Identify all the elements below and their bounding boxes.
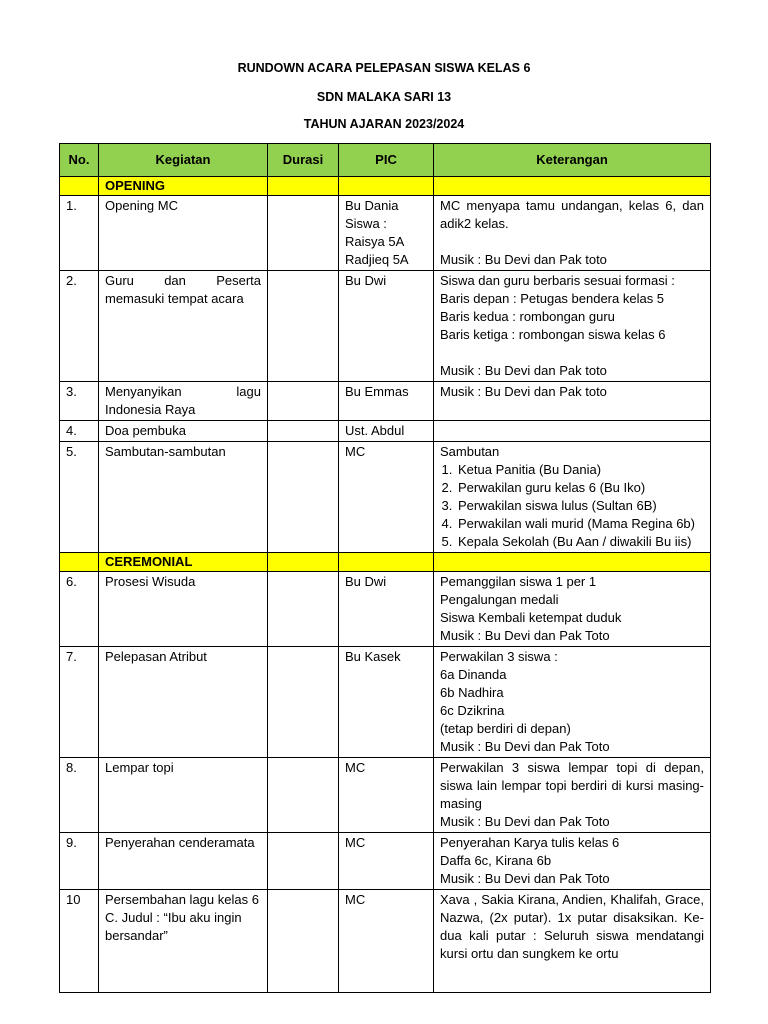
row-pic: MC xyxy=(339,442,434,553)
row-no: 2. xyxy=(60,271,99,382)
row-kegiatan: Doa pembuka xyxy=(99,421,268,442)
row-kegiatan: Pelepasan Atribut xyxy=(99,647,268,758)
table-row xyxy=(60,421,711,442)
row-keterangan: MC menyapa tamu undangan, kelas 6, dan adik2 kelas. Musik : Bu Devi dan Pak toto xyxy=(434,196,711,271)
list-item: 2. Perwakilan guru kelas 6 (Bu Iko) xyxy=(456,479,704,497)
row-keterangan: Penyerahan Karya tulis kelas 6 Daffa 6c, Kirana 6b Musik : Bu Devi dan Pak Toto xyxy=(434,833,711,890)
table-header-row xyxy=(60,144,711,177)
row-durasi xyxy=(268,647,339,758)
row-durasi xyxy=(268,442,339,553)
table-row xyxy=(60,196,711,271)
row-durasi xyxy=(268,196,339,271)
section-row-ceremonial xyxy=(60,553,711,572)
table-row xyxy=(60,833,711,890)
row-kegiatan: Menyanyikan lagu Indonesia Raya xyxy=(99,382,268,421)
document-title: RUNDOWN ACARA PELEPASAN SISWA KELAS 6 xyxy=(237,61,531,75)
row-keterangan: Musik : Bu Devi dan Pak toto xyxy=(434,382,711,421)
rundown-table xyxy=(59,143,711,993)
row-durasi xyxy=(268,833,339,890)
list-item: 5. Kepala Sekolah (Bu Aan / diwakili Bu iis) xyxy=(456,533,704,551)
row-keterangan: Xava , Sakia Kirana, Andien, Khalifah, Grace, Nazwa, (2x putar). 1x putar disaksikan. Ke-dua kali putar : Seluruh siswa mendatangi kursi ortu dan sungkem ke ortu xyxy=(434,890,711,993)
row-kegiatan: Penyerahan cenderamata xyxy=(99,833,268,890)
row-keterangan: Sambutan 1. Ketua Panitia (Bu Dania) 2. Perwakilan guru kelas 6 (Bu Iko) 3. Perwakilan siswa lulus (Sultan 6B) 4. Perwakilan wali murid (Mama Regina 6b) 5. Kepala Sekolah (Bu Aan / diwakili Bu iis) xyxy=(434,442,711,553)
row-no: 10 xyxy=(60,890,99,993)
table-row xyxy=(60,271,711,382)
row-no: 8. xyxy=(60,758,99,833)
row-keterangan xyxy=(434,421,711,442)
col-header-keterangan: Keterangan xyxy=(434,144,711,177)
list-item: 3. Perwakilan siswa lulus (Sultan 6B) xyxy=(456,497,704,515)
row-durasi xyxy=(268,271,339,382)
list-item: 1. Ketua Panitia (Bu Dania) xyxy=(456,461,704,479)
section-label: OPENING xyxy=(99,177,268,196)
col-header-durasi: Durasi xyxy=(268,144,339,177)
row-keterangan: Pemanggilan siswa 1 per 1 Pengalungan medali Siswa Kembali ketempat duduk Musik : Bu Devi dan Pak Toto xyxy=(434,572,711,647)
row-pic: Ust. Abdul xyxy=(339,421,434,442)
row-kegiatan: Lempar topi xyxy=(99,758,268,833)
sambutan-list xyxy=(440,461,704,551)
row-pic: MC xyxy=(339,758,434,833)
row-pic: Bu Dania Siswa : Raisya 5A Radjieq 5A xyxy=(339,196,434,271)
row-durasi xyxy=(268,758,339,833)
section-label: CEREMONIAL xyxy=(99,553,268,572)
row-pic: Bu Kasek xyxy=(339,647,434,758)
row-no: 7. xyxy=(60,647,99,758)
row-pic: MC xyxy=(339,890,434,993)
row-no: 1. xyxy=(60,196,99,271)
academic-year: TAHUN AJARAN 2023/2024 xyxy=(303,117,465,131)
col-header-no: No. xyxy=(60,144,99,177)
row-no: 5. xyxy=(60,442,99,553)
school-name: SDN MALAKA SARI 13 xyxy=(316,90,452,104)
row-durasi xyxy=(268,890,339,993)
row-kegiatan: Guru dan Peserta memasuki tempat acara xyxy=(99,271,268,382)
row-pic: MC xyxy=(339,833,434,890)
row-kegiatan: Prosesi Wisuda xyxy=(99,572,268,647)
table-row xyxy=(60,647,711,758)
table-row xyxy=(60,442,711,553)
row-no: 4. xyxy=(60,421,99,442)
row-durasi xyxy=(268,421,339,442)
row-keterangan: Siswa dan guru berbaris sesuai formasi : Baris depan : Petugas bendera kelas 5 Baris kedua : rombongan guru Baris ketiga : rombongan siswa kelas 6 Musik : Bu Devi dan Pak toto xyxy=(434,271,711,382)
row-keterangan: Perwakilan 3 siswa : 6a Dinanda 6b Nadhira 6c Dzikrina (tetap berdiri di depan) Musik : Bu Devi dan Pak Toto xyxy=(434,647,711,758)
row-pic: Bu Dwi xyxy=(339,572,434,647)
table-row xyxy=(60,572,711,647)
row-kegiatan: Sambutan-sambutan xyxy=(99,442,268,553)
row-no: 9. xyxy=(60,833,99,890)
table-row xyxy=(60,890,711,993)
row-no: 3. xyxy=(60,382,99,421)
row-no: 6. xyxy=(60,572,99,647)
col-header-pic: PIC xyxy=(339,144,434,177)
col-header-kegiatan: Kegiatan xyxy=(99,144,268,177)
table-row xyxy=(60,382,711,421)
list-item: 4. Perwakilan wali murid (Mama Regina 6b) xyxy=(456,515,704,533)
table-row xyxy=(60,758,711,833)
row-durasi xyxy=(268,382,339,421)
row-durasi xyxy=(268,572,339,647)
row-kegiatan: Persembahan lagu kelas 6 C. Judul : “Ibu aku ingin bersandar” xyxy=(99,890,268,993)
row-pic: Bu Emmas xyxy=(339,382,434,421)
row-keterangan: Perwakilan 3 siswa lempar topi di depan, siswa lain lempar topi berdiri di kursi masing-masing Musik : Bu Devi dan Pak Toto xyxy=(434,758,711,833)
section-row-opening xyxy=(60,177,711,196)
row-kegiatan: Opening MC xyxy=(99,196,268,271)
row-pic: Bu Dwi xyxy=(339,271,434,382)
